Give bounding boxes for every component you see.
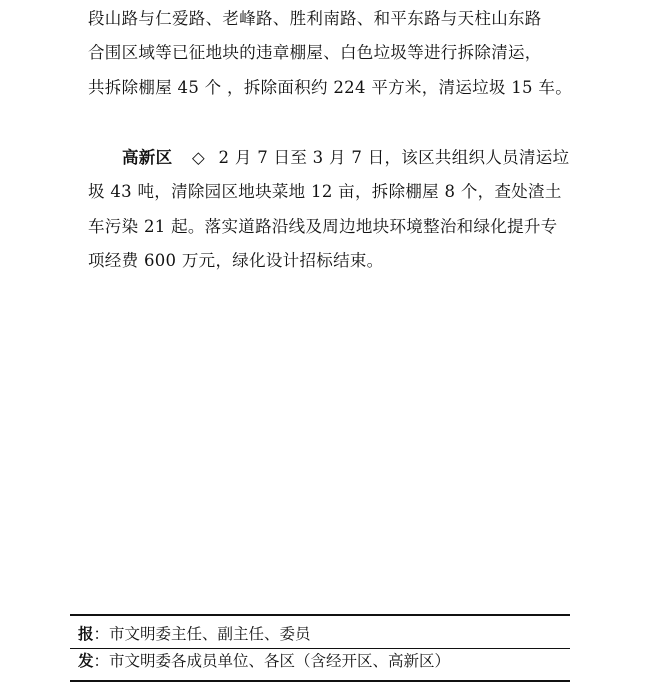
paragraph-text: 2 月 7 日至 3 月 7 日，该区共组织人员清运垃 [218, 148, 570, 167]
footer-top-rule [70, 614, 570, 616]
footer-report-label: 报 [78, 624, 94, 643]
footer-bottom-rule [70, 680, 570, 682]
footer-send-text: ：市文明委各成员单位、各区（含经开区、高新区） [93, 652, 451, 670]
footer-report-text: ：市文明委主任、副主任、委员 [93, 625, 311, 643]
section-heading: 高新区 [122, 148, 173, 167]
paragraph-line: 合围区域等已征地块的违章棚屋、白色垃圾等进行拆除清运， [88, 43, 542, 62]
paragraph-first-line [122, 143, 569, 173]
diamond-bullet-icon: ◇ [191, 148, 205, 167]
paragraph-line: 共拆除棚屋 45 个 ，拆除面积约 224 平方米，清运垃圾 15 车。 [88, 78, 572, 97]
paragraph-line: 项经费 600 万元，绿化设计招标结束。 [88, 251, 384, 270]
footer-report-line [78, 621, 311, 647]
footer-send-line [78, 648, 450, 674]
paragraph-line: 段山路与仁爱路、老峰路、胜利南路、和平东路与天柱山东路 [88, 9, 542, 28]
footer-send-label: 发 [78, 651, 94, 670]
paragraph-line: 圾 43 吨，清除园区地块菜地 12 亩，拆除棚屋 8 个，查处渣土 [88, 182, 562, 201]
paragraph-line: 车污染 21 起。落实道路沿线及周边地块环境整治和绿化提升专 [88, 217, 558, 236]
